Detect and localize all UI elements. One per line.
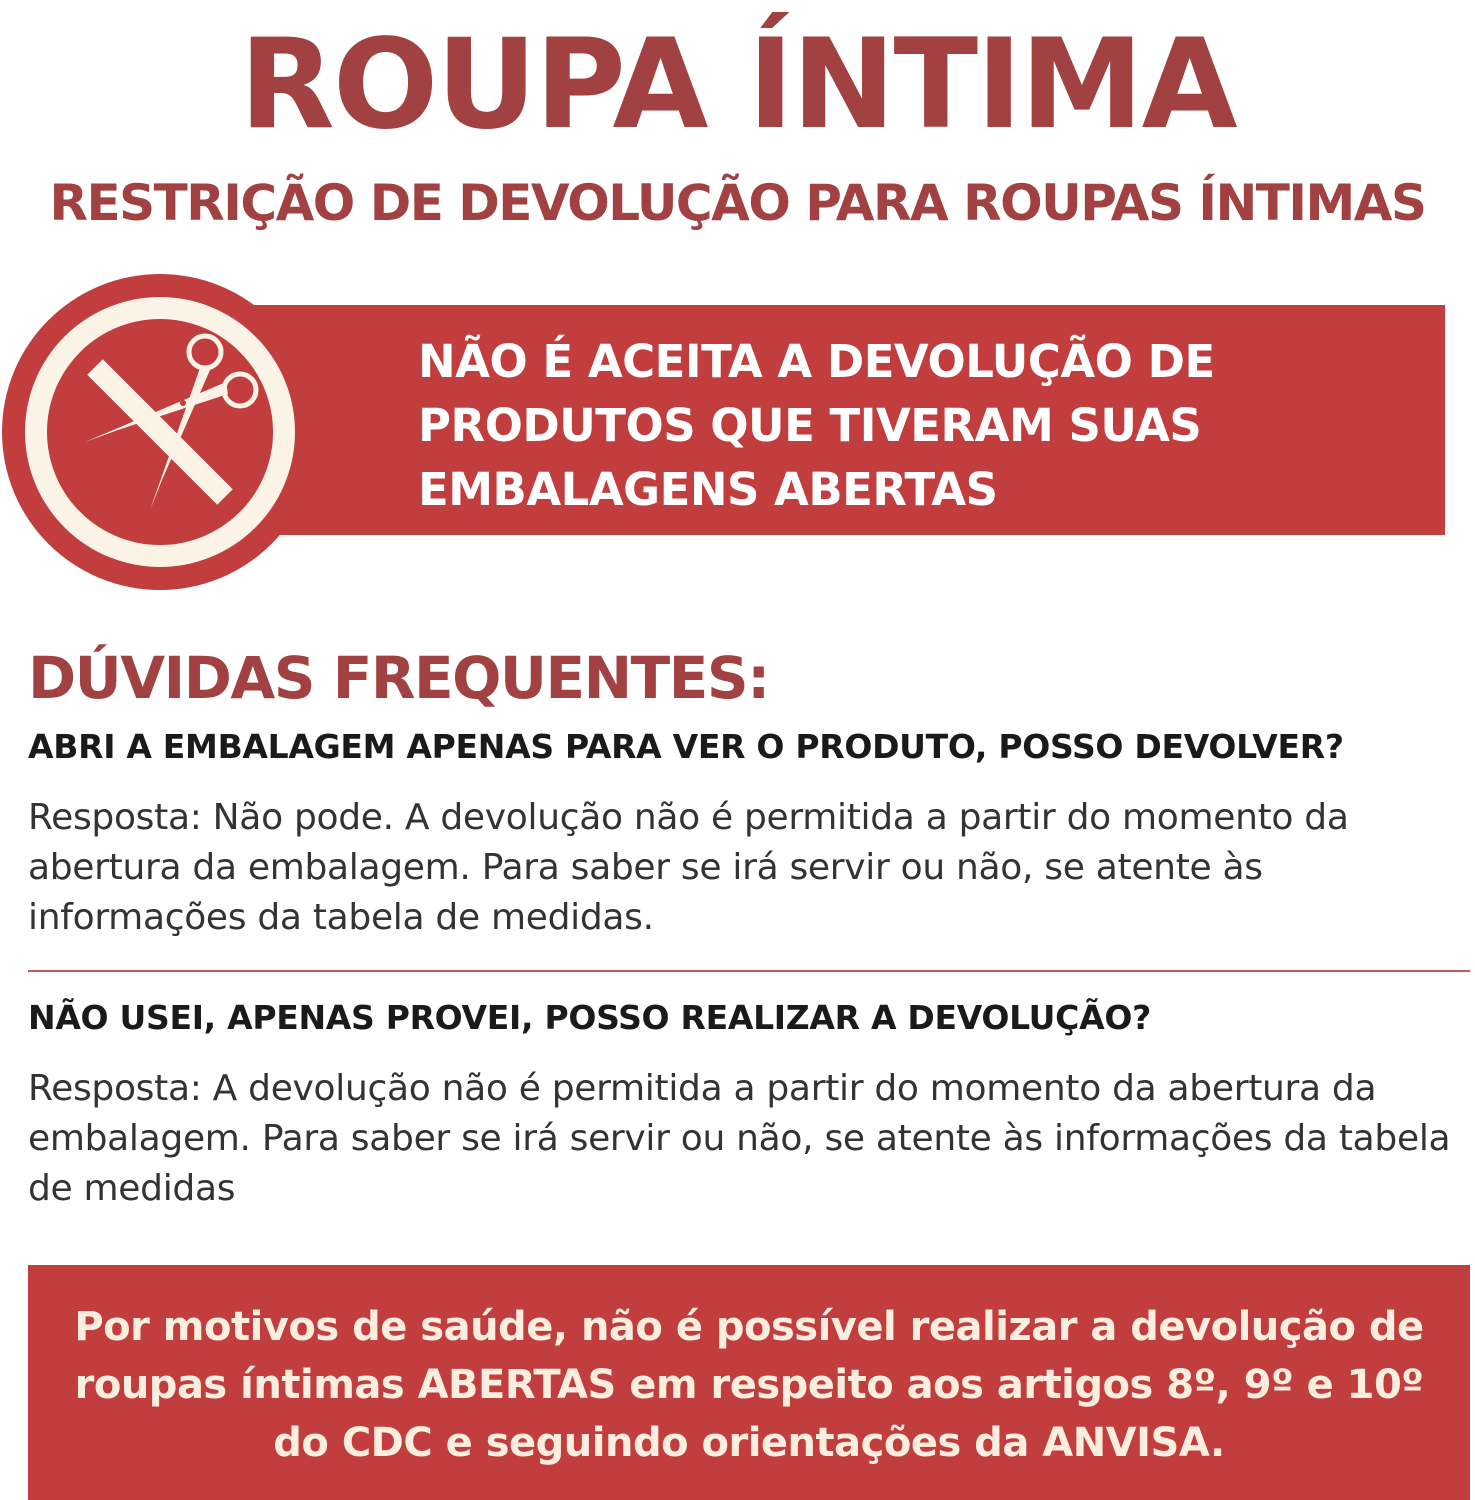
faq-question-2: NÃO USEI, APENAS PROVEI, POSSO REALIZAR A DEVOLUÇÃO? bbox=[28, 998, 1151, 1037]
footer-line: Por motivos de saúde, não é possível realizar a devolução de bbox=[74, 1304, 1424, 1350]
banner-line: NÃO É ACEITA A DEVOLUÇÃO DE bbox=[418, 335, 1215, 388]
banner-line: PRODUTOS QUE TIVERAM SUAS bbox=[418, 399, 1202, 452]
footer-line: roupas íntimas ABERTAS em respeito aos artigos 8º, 9º e 10º bbox=[74, 1362, 1424, 1408]
footer-line: do CDC e seguindo orientações da ANVISA. bbox=[273, 1420, 1225, 1466]
no-scissors-icon bbox=[0, 272, 320, 592]
faq-question-1: ABRI A EMBALAGEM APENAS PARA VER O PRODUTO, POSSO DEVOLVER? bbox=[28, 727, 1344, 766]
page-subtitle: RESTRIÇÃO DE DEVOLUÇÃO PARA ROUPAS ÍNTIMAS bbox=[49, 174, 1426, 232]
divider bbox=[28, 970, 1470, 972]
faq-heading: DÚVIDAS FREQUENTES: bbox=[28, 644, 769, 712]
faq-answer-2: Resposta: A devolução não é permitida a partir do momento da abertura da embalagem. Para saber se irá servir ou não, se atente às informações da tabela de medidas bbox=[28, 1068, 1451, 1209]
page-title: ROUPA ÍNTIMA bbox=[239, 13, 1236, 157]
footer-text bbox=[28, 1298, 1470, 1472]
banner-line: EMBALAGENS ABERTAS bbox=[418, 463, 998, 516]
faq-answer-1: Resposta: Não pode. A devolução não é permitida a partir do momento da abertura da embalagem. Para saber se irá servir ou não, se atente às informações da tabela de medidas. bbox=[28, 797, 1349, 938]
warning-banner-text bbox=[418, 330, 1418, 522]
